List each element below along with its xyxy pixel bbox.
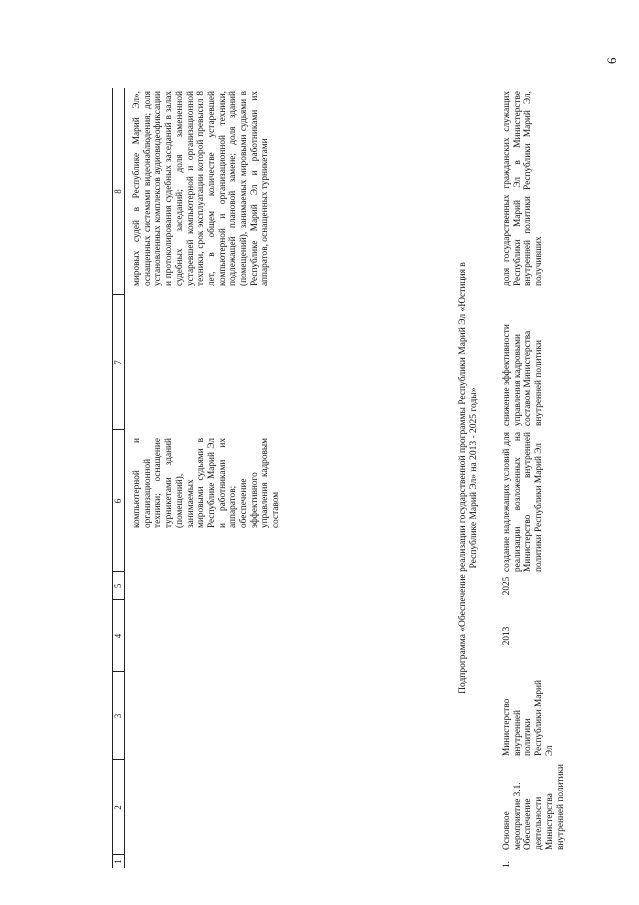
start-year-cell: 2013 xyxy=(502,626,512,646)
header-col-8: 8 xyxy=(113,189,123,194)
result-cell: создание надлежащих условий для реализации возложенных на Министерство внутренней политики Республики Марий Эл xyxy=(502,432,545,572)
header-col-7: 7 xyxy=(113,360,123,365)
header-col-2: 2 xyxy=(113,805,123,810)
row-number: 1. xyxy=(502,861,512,868)
header-col-3: 3 xyxy=(113,713,123,719)
end-year-cell: 2025 xyxy=(502,576,512,596)
header-col-6: 6 xyxy=(113,498,123,504)
header-col-1: 1 xyxy=(113,859,123,864)
subprogram-title: Подпрограмма «Обеспечение реализации государственной программы Республики Марий Эл «Юстиция в Республике Марий Эл» на 2013 - 2025 годы» xyxy=(458,262,479,694)
continued-indicator-cell: мировых судей в Республике Марий Эл», оснащенных системами видеонаблюдения; доля установленных комплексов аудиовидеофиксации и протоколирования судебных заседаний в залах судебных заседаний; доля замененной устаревшей компьютерной и организационной техники, срок эксплуатации которой превысил 8 лет, в общем количестве устаревшей компьютерной и организационной техники, подлежащей плановой замене; доля зданий (помещений), занимаемых мировыми судьями в Республике Марий Эл и работниками их аппаратов, оснащенных турникетами xyxy=(132,91,271,286)
table-header-row xyxy=(112,88,125,868)
event-cell: Основное мероприятие 3.1. Обеспечение деятельности Министерства внутренней политики xyxy=(502,764,566,850)
continued-result-cell: компьютерной и организационной техники; оснащение турникетами зданий (помещений), занимаемых мировыми судьями в Республике Марий Эл и работниками их аппаратов; обеспечение эффективного управления кадровым составом xyxy=(132,438,282,528)
header-col-5: 5 xyxy=(113,583,123,589)
landscape-table-sheet xyxy=(112,88,602,868)
consequence-cell: снижение эффективности управления кадровыми составом Министерства внутренней политики xyxy=(502,324,545,426)
executor-cell: Министерство внутренней политики Республики Марий Эл xyxy=(502,680,555,756)
header-col-4: 4 xyxy=(113,633,123,639)
indicator-cell: доля государственных гражданских служащих Республики Марий Эл в Министерстве внутренней политики Республики Марий Эл, получивших xyxy=(502,91,545,286)
page-number: 6 xyxy=(604,57,619,64)
